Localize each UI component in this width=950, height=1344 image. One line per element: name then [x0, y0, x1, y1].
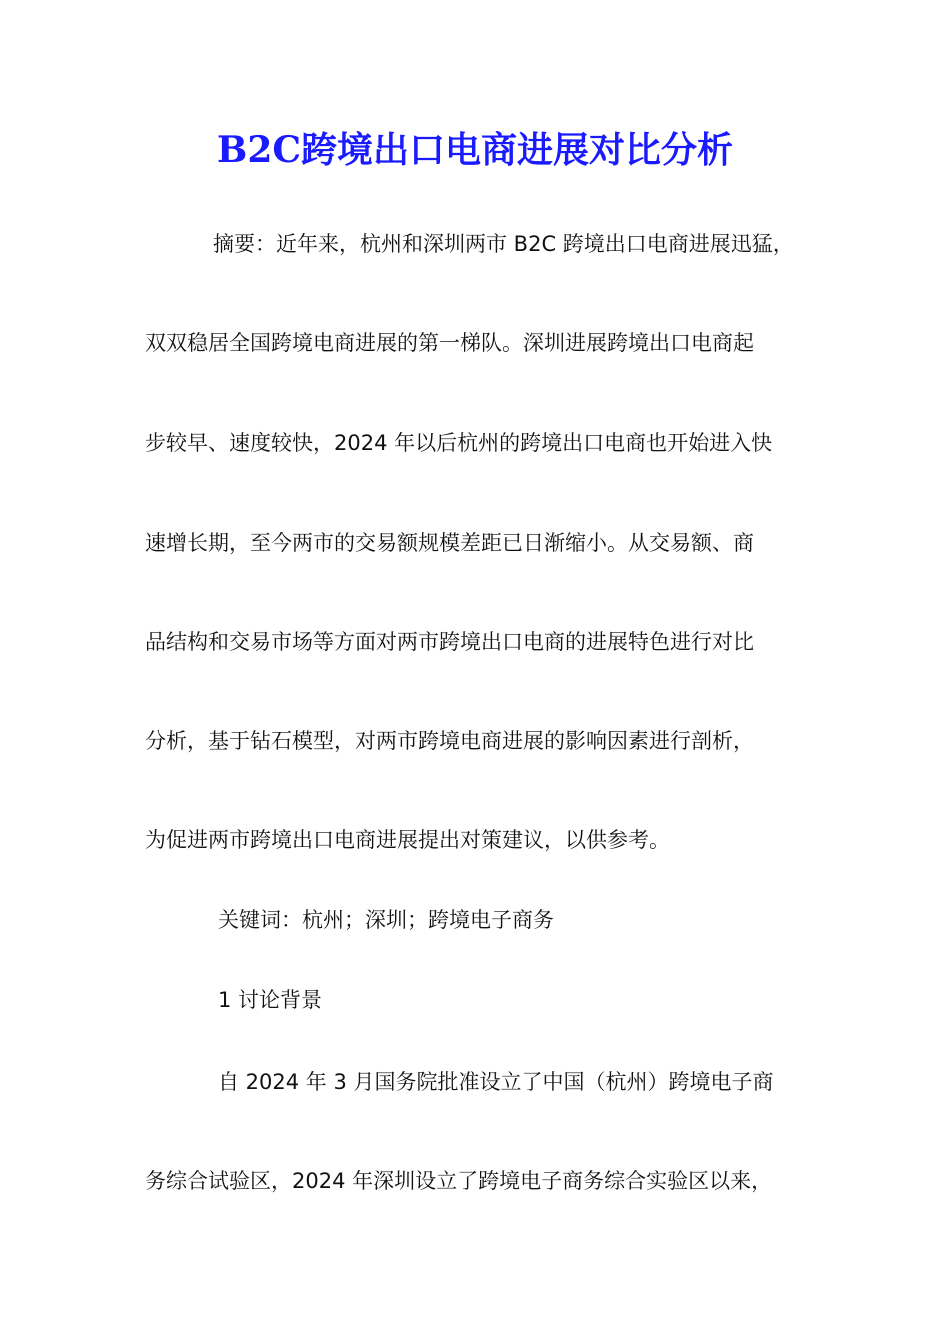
abstract-line: 步较早、速度较快，2024 年以后杭州的跨境出口电商也开始进入快 [145, 431, 773, 455]
section-heading: 1 讨论背景 [218, 988, 323, 1012]
abstract-line: 摘要：近年来，杭州和深圳两市 B2C 跨境出口电商进展迅猛， [213, 232, 794, 256]
body-line: 自 2024 年 3 月国务院批准设立了中国（杭州）跨境电子商 [218, 1070, 774, 1094]
abstract-line: 品结构和交易市场等方面对两市跨境出口电商的进展特色进行对比 [145, 630, 754, 654]
abstract-line: 双双稳居全国跨境电商进展的第一梯队。深圳进展跨境出口电商起 [145, 331, 754, 355]
abstract-line: 速增长期，至今两市的交易额规模差距已日渐缩小。从交易额、商 [145, 531, 754, 555]
body-line: 务综合试验区，2024 年深圳设立了跨境电子商务综合实验区以来， [145, 1169, 773, 1193]
page-title: B2C跨境出口电商进展对比分析 [216, 129, 734, 171]
abstract-line: 分析，基于钻石模型，对两市跨境电商进展的影响因素进行剖析， [145, 729, 754, 753]
keywords-line: 关键词：杭州；深圳；跨境电子商务 [218, 908, 554, 932]
abstract-line: 为促进两市跨境出口电商进展提出对策建议，以供参考。 [145, 828, 670, 852]
